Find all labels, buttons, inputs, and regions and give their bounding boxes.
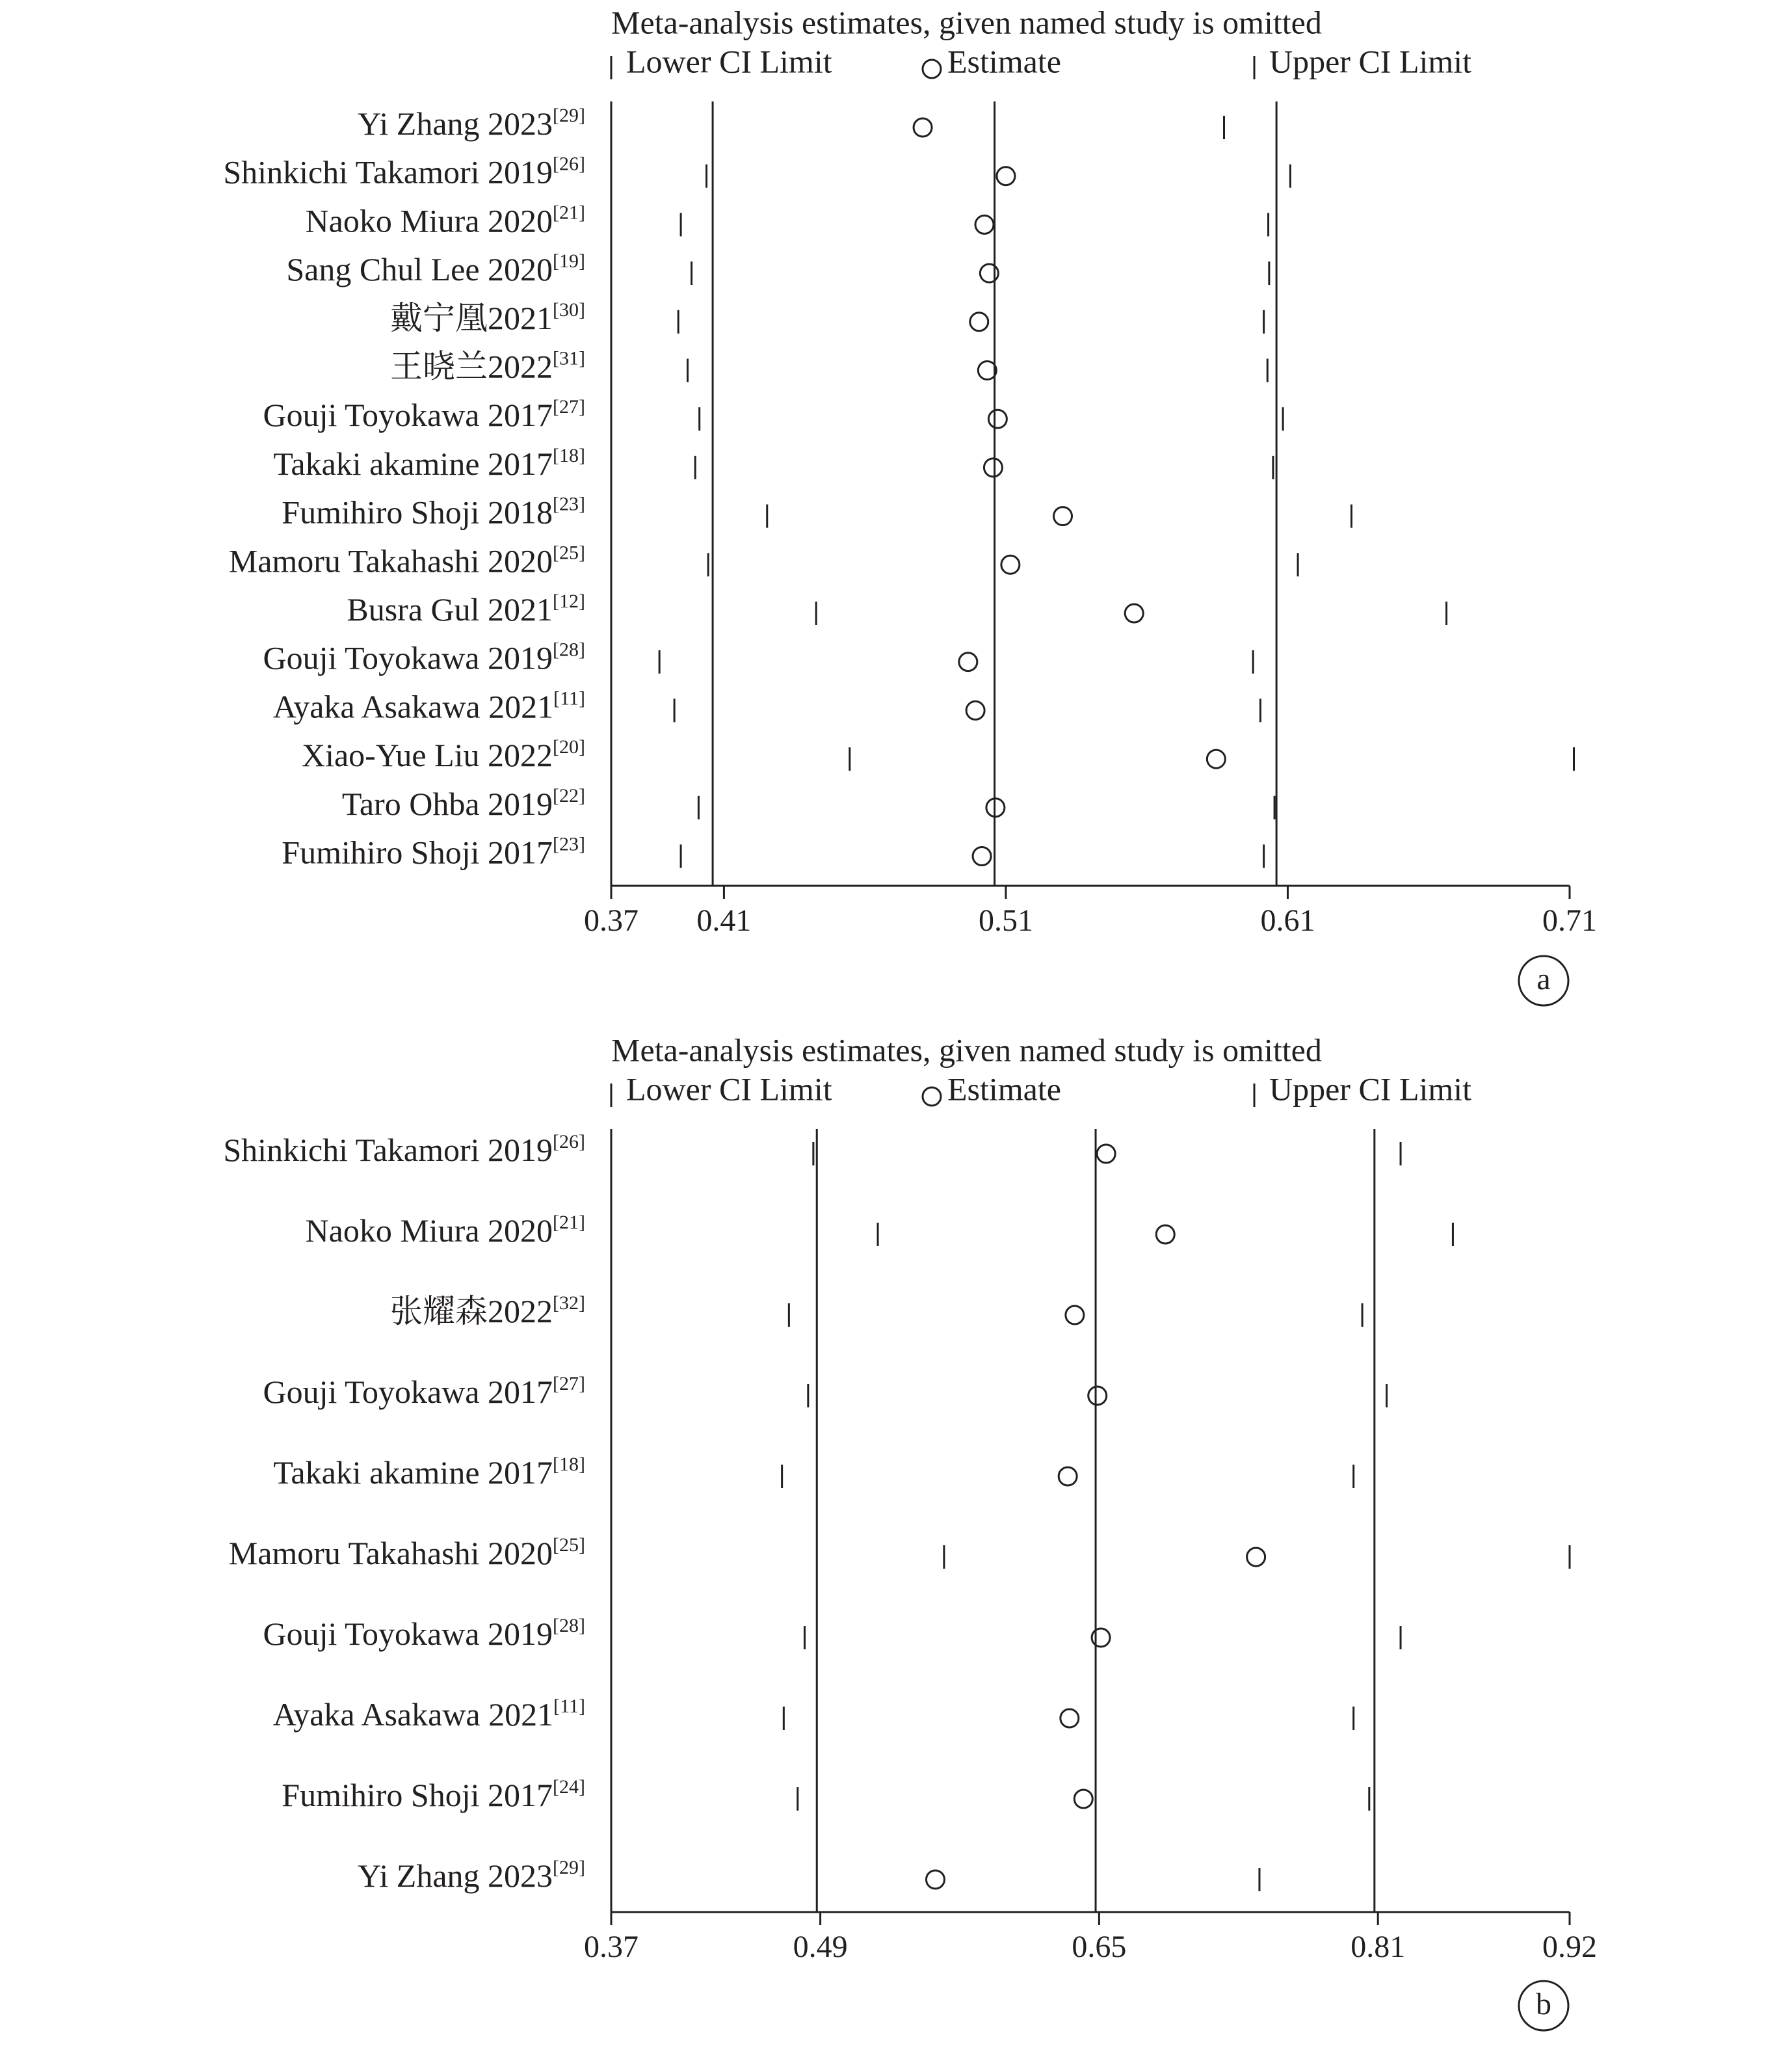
x-tick-label: 0.71 bbox=[1542, 903, 1597, 938]
study-label bbox=[282, 833, 585, 871]
study-name: 戴宁凰2021 bbox=[390, 300, 553, 337]
study-label bbox=[223, 153, 585, 191]
study-label bbox=[273, 687, 585, 725]
study-reference: [22] bbox=[553, 784, 585, 806]
study-reference: [23] bbox=[553, 833, 585, 855]
study-reference: [25] bbox=[553, 542, 585, 564]
study-reference: [18] bbox=[553, 444, 585, 466]
study-reference: [27] bbox=[553, 1372, 585, 1394]
study-name: Yi Zhang 2023 bbox=[358, 105, 553, 142]
study-name: Takaki akamine 2017 bbox=[273, 1454, 553, 1491]
study-name: 张耀森2022 bbox=[390, 1293, 553, 1330]
study-name: Mamoru Takahashi 2020 bbox=[228, 542, 553, 579]
study-label bbox=[273, 1454, 585, 1491]
study-name: Xiao-Yue Liu 2022 bbox=[301, 737, 553, 774]
study-label bbox=[263, 396, 585, 434]
study-label bbox=[306, 1212, 585, 1249]
study-name: Shinkichi Takamori 2019 bbox=[223, 1132, 553, 1169]
panel-letter-label: a bbox=[1536, 962, 1551, 997]
study-reference: [29] bbox=[553, 104, 585, 126]
legend-upper-label: Upper CI Limit bbox=[1269, 43, 1472, 80]
study-reference: [28] bbox=[553, 639, 585, 661]
study-label bbox=[306, 202, 585, 239]
x-tick-label: 0.37 bbox=[584, 1930, 639, 1965]
study-name: Gouji Toyokawa 2019 bbox=[263, 640, 553, 677]
study-name: Takaki akamine 2017 bbox=[273, 445, 553, 483]
study-reference: [21] bbox=[553, 202, 585, 224]
x-tick-label: 0.81 bbox=[1351, 1930, 1406, 1965]
x-tick-label: 0.37 bbox=[584, 903, 639, 938]
study-name: Shinkichi Takamori 2019 bbox=[223, 154, 553, 191]
study-label bbox=[263, 1615, 585, 1653]
study-label bbox=[223, 1131, 585, 1169]
study-name: Gouji Toyokawa 2019 bbox=[263, 1616, 553, 1653]
chart-title: Meta-analysis estimates, given named study is omitted bbox=[611, 4, 1322, 41]
study-name: Gouji Toyokawa 2017 bbox=[263, 1374, 553, 1411]
study-label bbox=[273, 1695, 585, 1733]
study-label bbox=[282, 493, 585, 531]
panel-letter-label: b bbox=[1536, 1987, 1551, 2022]
study-name: 王晓兰2022 bbox=[390, 348, 553, 385]
study-name: Fumihiro Shoji 2017 bbox=[282, 1777, 553, 1814]
study-name: Naoko Miura 2020 bbox=[305, 1212, 553, 1249]
study-label bbox=[358, 105, 585, 142]
study-name: Fumihiro Shoji 2017 bbox=[282, 834, 553, 871]
study-name: Naoko Miura 2020 bbox=[305, 202, 553, 239]
study-name: Ayaka Asakawa 2021 bbox=[272, 688, 554, 725]
study-reference: [27] bbox=[553, 396, 585, 418]
study-reference: [31] bbox=[553, 347, 585, 369]
study-reference: [19] bbox=[553, 250, 585, 272]
study-name: Fumihiro Shoji 2018 bbox=[282, 494, 553, 531]
x-tick-label: 0.51 bbox=[978, 903, 1033, 938]
study-reference: [21] bbox=[553, 1211, 585, 1233]
x-tick-label: 0.65 bbox=[1072, 1930, 1127, 1965]
study-reference: [24] bbox=[553, 1775, 585, 1798]
study-name: Gouji Toyokawa 2017 bbox=[263, 397, 553, 434]
study-label bbox=[286, 250, 585, 288]
study-label bbox=[282, 1776, 585, 1814]
study-reference: [20] bbox=[553, 736, 585, 758]
legend-upper-label: Upper CI Limit bbox=[1269, 1070, 1472, 1108]
x-tick-label: 0.92 bbox=[1542, 1930, 1597, 1965]
legend-lower-label: Lower CI Limit bbox=[626, 43, 832, 80]
study-name: Taro Ohba 2019 bbox=[341, 786, 553, 823]
x-tick-label: 0.49 bbox=[793, 1930, 848, 1965]
study-name: Busra Gul 2021 bbox=[347, 591, 553, 628]
study-reference: [11] bbox=[553, 1695, 585, 1717]
study-reference: [18] bbox=[553, 1453, 585, 1475]
study-name: Mamoru Takahashi 2020 bbox=[228, 1535, 553, 1572]
study-label bbox=[347, 591, 585, 628]
study-name: Sang Chul Lee 2020 bbox=[286, 251, 553, 288]
study-reference: [11] bbox=[553, 687, 585, 710]
study-reference: [30] bbox=[553, 299, 585, 321]
study-reference: [28] bbox=[553, 1614, 585, 1636]
study-reference: [25] bbox=[553, 1534, 585, 1556]
study-label bbox=[263, 1373, 585, 1411]
x-tick-label: 0.41 bbox=[696, 903, 752, 938]
study-reference: [12] bbox=[553, 590, 585, 612]
study-reference: [23] bbox=[553, 493, 585, 515]
legend-lower-label: Lower CI Limit bbox=[626, 1070, 832, 1108]
study-reference: [26] bbox=[553, 153, 585, 175]
study-name: Ayaka Asakawa 2021 bbox=[272, 1696, 554, 1733]
study-reference: [29] bbox=[553, 1856, 585, 1878]
study-label bbox=[358, 1857, 585, 1895]
study-name: Yi Zhang 2023 bbox=[358, 1857, 553, 1895]
study-label bbox=[229, 1534, 585, 1572]
chart-title: Meta-analysis estimates, given named study is omitted bbox=[611, 1031, 1322, 1069]
study-label bbox=[263, 639, 585, 677]
study-label bbox=[342, 785, 585, 823]
x-tick-label: 0.61 bbox=[1260, 903, 1315, 938]
study-reference: [26] bbox=[553, 1130, 585, 1152]
legend-estimate-label: Estimate bbox=[947, 1070, 1061, 1108]
study-label bbox=[302, 736, 585, 774]
study-label bbox=[229, 542, 585, 579]
legend-estimate-label: Estimate bbox=[947, 43, 1061, 80]
study-label bbox=[273, 445, 585, 483]
study-reference: [32] bbox=[553, 1292, 585, 1314]
